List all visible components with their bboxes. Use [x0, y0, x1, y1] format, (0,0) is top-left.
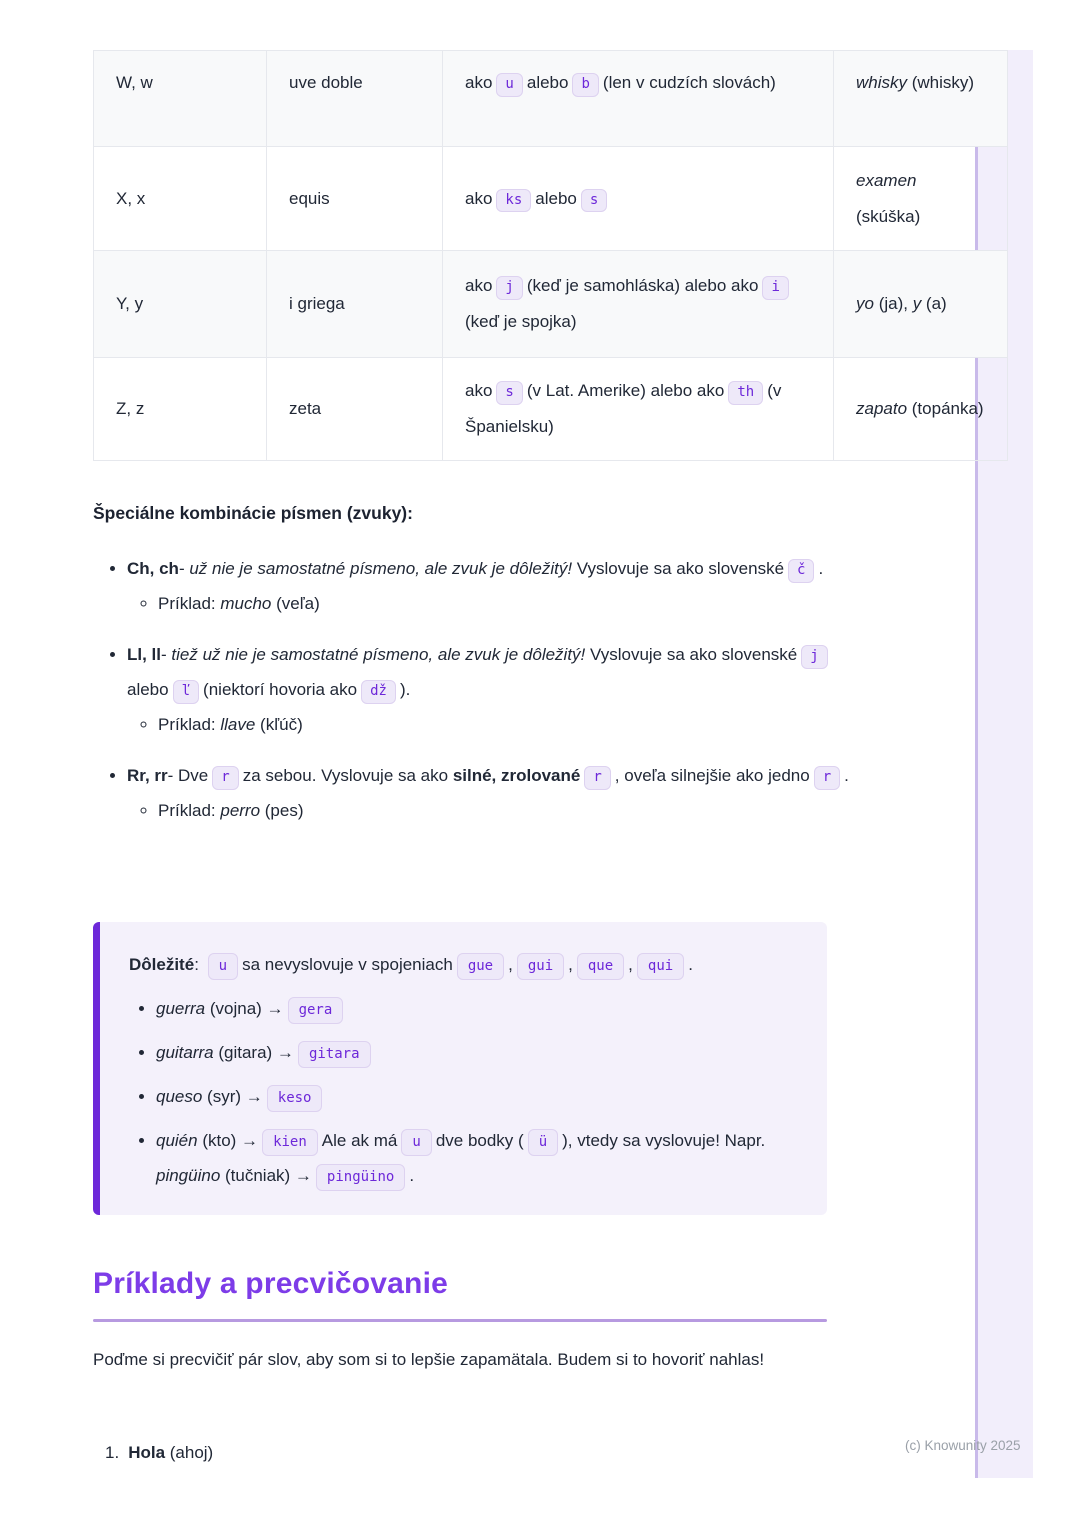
name-cell: uve doble	[267, 51, 443, 147]
callout-item: • guitarra (gitara) → gitara	[156, 1035, 797, 1070]
callout-item: • guerra (vojna) → gera	[156, 991, 797, 1026]
code-chip: č	[788, 559, 814, 583]
pronunciation-cell: ako j (keď je samohláska) alebo ako i(keď je spojka)	[443, 251, 834, 358]
table-row	[94, 251, 1008, 358]
table-row	[94, 51, 1008, 147]
code-chip: s	[496, 381, 522, 405]
code-chip: ks	[496, 189, 531, 213]
letter-cell: X, x	[94, 147, 267, 251]
watermark: (c) Knowunity 2025	[905, 1438, 1021, 1453]
page-title: Príklady a precvičovanie	[93, 1267, 449, 1300]
pronunciation-cell: ako s (v Lat. Amerike) alebo ako th (v Španielsku)	[443, 358, 834, 461]
example-item: ◦ Príklad: llave (kľúč)	[158, 707, 861, 742]
list-item-text: • Ll, ll- tiež už nie je samostatné písmeno, ale zvuk je dôležitý! Vyslovuje sa ako slovenské jalebo ľ (niektorí hovoria ako dž ).	[127, 637, 861, 707]
code-chip: s	[581, 189, 607, 213]
code-chip: ľ	[173, 680, 199, 704]
callout-list	[129, 991, 797, 1193]
letter-cell: W, w	[94, 51, 267, 147]
code-chip: qui	[637, 953, 684, 980]
example-cell: yo (ja), y (a)	[834, 251, 1008, 358]
code-chip: u	[401, 1129, 431, 1156]
code-chip: r	[584, 766, 610, 790]
example-item: ◦ Príklad: perro (pes)	[158, 793, 861, 828]
code-chip: th	[728, 381, 763, 405]
code-chip: gue	[457, 953, 504, 980]
code-chip: dž	[361, 680, 396, 704]
letter-cell: Y, y	[94, 251, 267, 358]
code-chip: r	[212, 766, 238, 790]
example-sublist	[127, 793, 861, 828]
table-row	[94, 358, 1008, 461]
alphabet-table	[93, 50, 1008, 461]
title-divider	[93, 1319, 827, 1322]
code-chip: j	[801, 645, 827, 669]
code-chip: que	[577, 953, 624, 980]
table-row	[94, 147, 1008, 251]
callout-item: • quién (kto) → kien Ale ak má u dve bodky ( ü ), vtedy sa vyslovuje! Napr. pingüino (tučniak) → pingüino .	[156, 1123, 797, 1193]
code-chip: u	[496, 73, 522, 97]
letter-cell: Z, z	[94, 358, 267, 461]
example-sublist	[127, 707, 861, 742]
code-chip: u	[208, 953, 238, 980]
code-chip: keso	[267, 1085, 323, 1112]
example-cell: zapato (topánka)	[834, 358, 1008, 461]
code-chip: pingüino	[316, 1164, 405, 1191]
pronunciation-cell: ako u alebo b (len v cudzích slovách)	[443, 51, 834, 147]
list-item	[127, 637, 861, 742]
list-item	[127, 551, 861, 621]
code-chip: r	[814, 766, 840, 790]
example-sublist	[127, 586, 861, 621]
name-cell: i griega	[267, 251, 443, 358]
item-text: Hola (ahoj)	[128, 1443, 214, 1462]
code-chip: kien	[262, 1129, 318, 1156]
code-chip: gui	[517, 953, 564, 980]
code-chip: gitara	[298, 1041, 371, 1068]
practice-item	[105, 1436, 213, 1470]
code-chip: b	[572, 73, 598, 97]
name-cell: zeta	[267, 358, 443, 461]
example-cell: whisky (whisky)	[834, 51, 1008, 147]
intro-paragraph: Poďme si precvičiť pár slov, aby som si to lepšie zapamätala. Budem si to hovoriť nahlas!	[93, 1350, 765, 1369]
combination-list	[93, 551, 861, 828]
section-heading: Špeciálne kombinácie písmen (zvuky):	[93, 503, 413, 523]
code-chip: i	[762, 276, 788, 300]
important-callout	[93, 922, 827, 1215]
code-chip: gera	[288, 997, 344, 1024]
callout-item: • queso (syr) → keso	[156, 1079, 797, 1114]
code-chip: ü	[528, 1129, 558, 1156]
list-item-text: • Ch, ch- už nie je samostatné písmeno, ale zvuk je dôležitý! Vyslovuje sa ako slovenské č .	[127, 551, 861, 586]
example-cell: examen (skúška)	[834, 147, 1008, 251]
example-item: ◦ Príklad: mucho (veľa)	[158, 586, 861, 621]
list-item	[127, 758, 861, 828]
name-cell: equis	[267, 147, 443, 251]
item-number: 1.	[105, 1443, 120, 1462]
callout-title: Dôležité: u sa nevyslovuje v spojeniach gue , gui , que , qui .	[129, 947, 797, 982]
list-item-text: • Rr, rr- Dve r za sebou. Vyslovuje sa ako silné, zrolované r , oveľa silnejšie ako jedno r .	[127, 758, 861, 793]
code-chip: j	[496, 276, 522, 300]
pronunciation-cell: ako ks alebo s	[443, 147, 834, 251]
